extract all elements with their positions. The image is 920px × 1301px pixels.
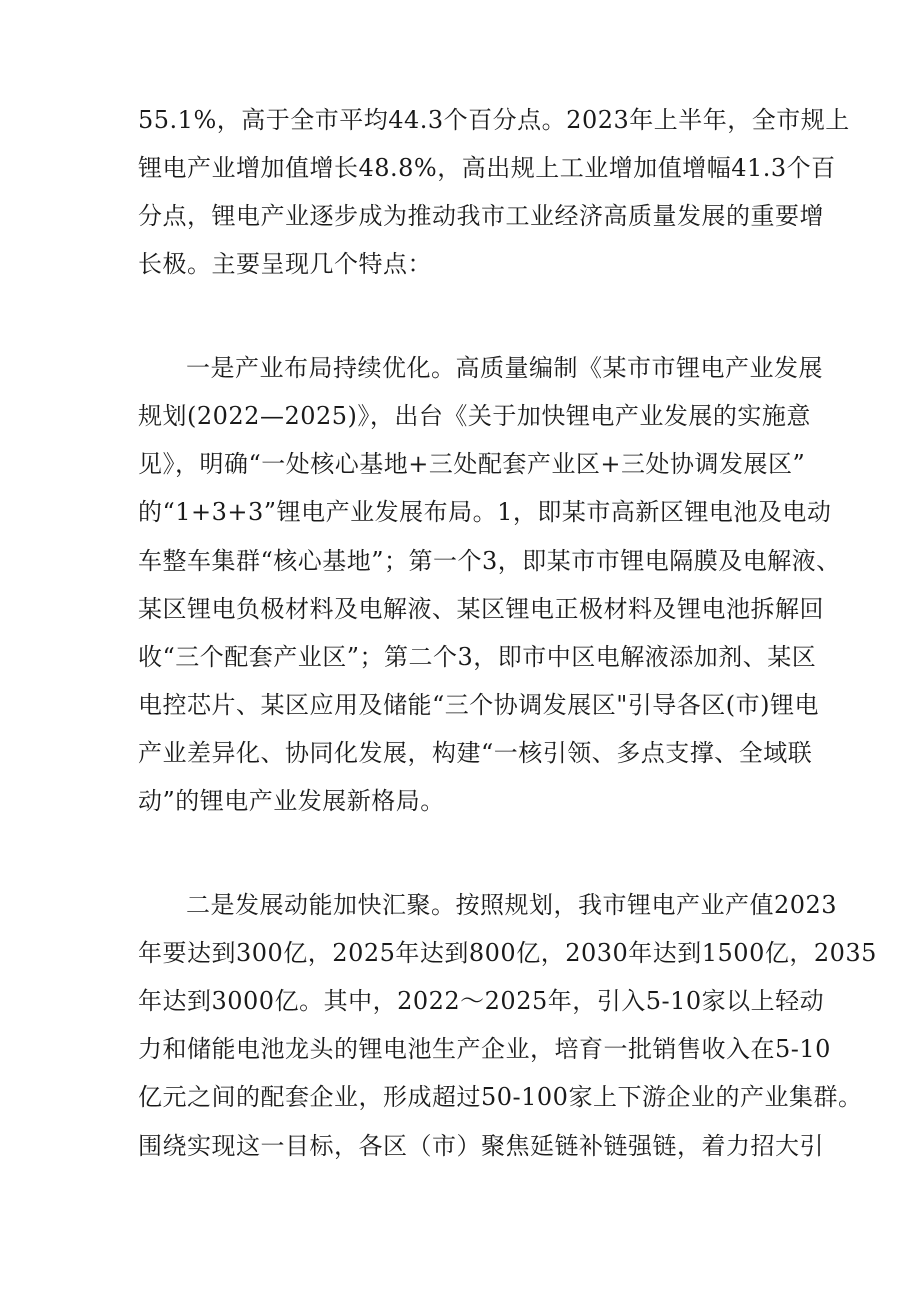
text-line: 年要达到300亿，2025年达到800亿，2030年达到1500亿，2035 xyxy=(138,939,877,967)
text-line: 年达到3000亿。其中，2022～2025年，引入5-10家以上轻动 xyxy=(138,987,825,1015)
text-line: 二是发展动能加快汇聚。按照规划，我市锂电产业产值2023 xyxy=(186,891,838,919)
text-line: 围绕实现这一目标，各区（市）聚焦延链补链强链，着力招大引 xyxy=(138,1132,824,1160)
text-line: 锂电产业增加值增长48.8%，高出规上工业增加值增幅41.3个百 xyxy=(138,154,836,182)
text-line: 动”的锂电产业发展新格局。 xyxy=(138,787,445,815)
text-line: 收“三个配套产业区”；第二个3，即市中区电解液添加剂、某区 xyxy=(138,643,817,671)
text-line: 产业差异化、协同化发展，构建“一核引领、多点支撑、全域联 xyxy=(138,739,813,767)
text-line: 亿元之间的配套企业，形成超过50-100家上下游企业的产业集群。 xyxy=(138,1083,863,1111)
text-line: 见》，明确“一处核心基地+三处配套产业区+三处协调发展区” xyxy=(138,450,806,478)
text-line: 的“1+3+3”锂电产业发展布局。1，即某市高新区锂电池及电动 xyxy=(138,498,832,526)
text-line: 一是产业布局持续优化。高质量编制《某市市锂电产业发展 xyxy=(186,354,823,382)
text-line: 力和储能电池龙头的锂电池生产企业，培育一批销售收入在5-10 xyxy=(138,1035,831,1063)
text-line: 车整车集群“核心基地”；第一个3，即某市市锂电隔膜及电解液、 xyxy=(138,547,841,575)
text-line: 分点，锂电产业逐步成为推动我市工业经济高质量发展的重要增 xyxy=(138,202,824,230)
text-line: 规划(2022—2025)》，出台《关于加快锂电产业发展的实施意 xyxy=(138,402,811,430)
text-line: 55.1%，高于全市平均44.3个百分点。2023年上半年，全市规上 xyxy=(138,106,850,134)
text-line: 某区锂电负极材料及电解液、某区锂电正极材料及锂电池拆解回 xyxy=(138,595,824,623)
text-line: 长极。主要呈现几个特点： xyxy=(138,250,432,278)
text-line: 电控芯片、某区应用及储能“三个协调发展区"引导各区(市)锂电 xyxy=(138,691,820,719)
